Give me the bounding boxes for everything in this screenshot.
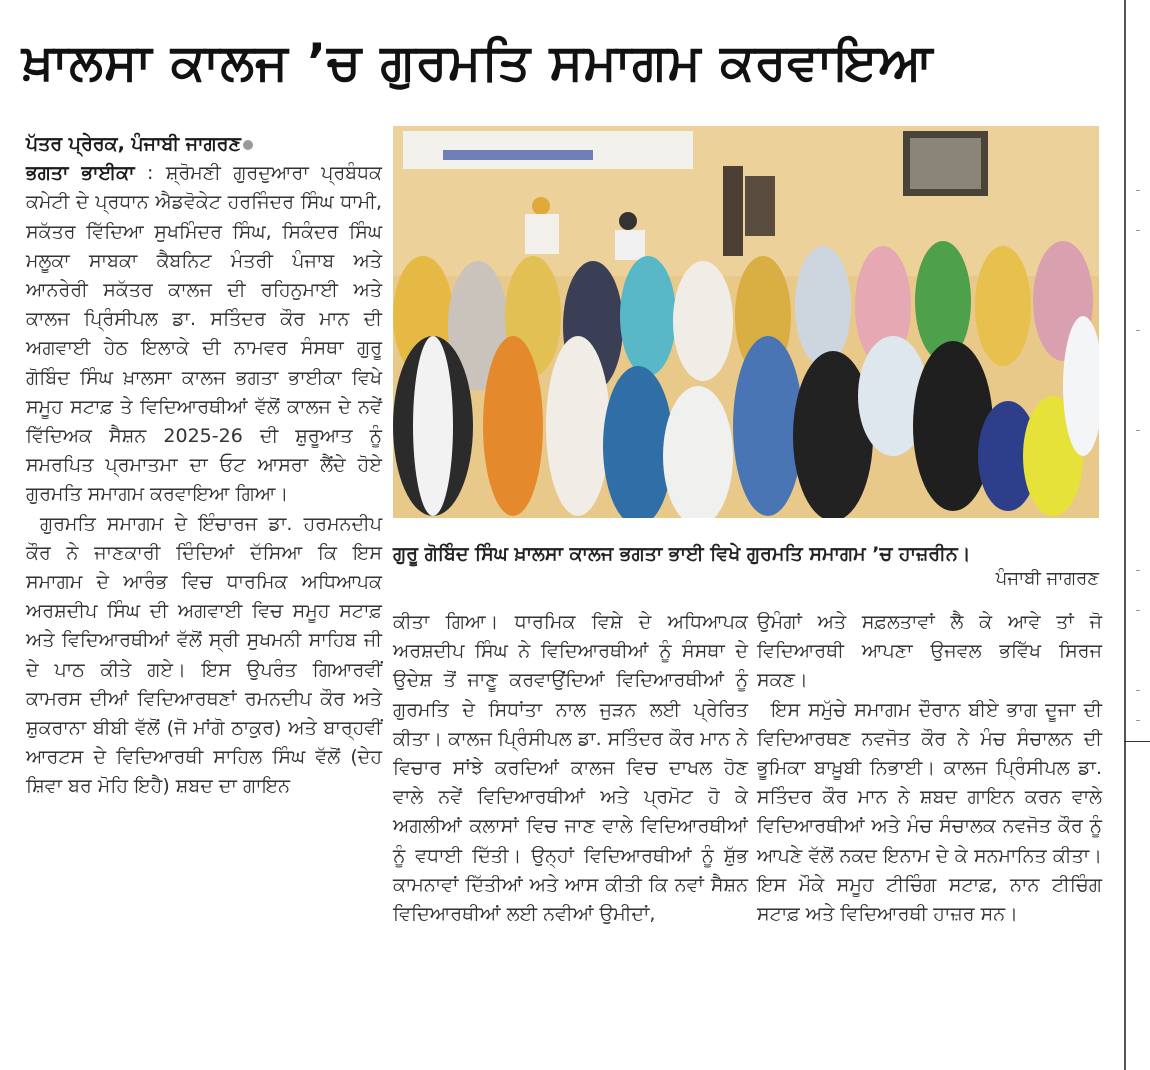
door [723,166,743,256]
lead-text: ਸ਼੍ਰੋਮਣੀ ਗੁਰਦੁਆਰਾ ਪ੍ਰਬੰਧਕ ਕਮੇਟੀ ਦੇ ਪ੍ਰਧਾਨ ਐਡਵੋਕੇਟ ਹਰਜਿੰਦਰ ਸਿੰਘ ਧਾਮੀ, ਸਕੱਤਰ ਵਿੱਦਿਆ ਸੁਖਮਿੰਦਰ ਸਿੰਘ, ਸਿਕੰਦਰ ਸਿੰਘ ਮਲੂਕਾ ਸਾਬਕਾ ਕੈਬਨਿਟ ਮੰਤਰੀ ਪੰਜਾਬ ਅਤੇ ਆਨਰੇਰੀ ਸਕੱਤਰ ਕਾਲਜ ਦੀ ਰਹਿਨੁਮਾਈ ਅਤੇ ਕਾਲਜ ਪ੍ਰਿੰਸੀਪਲ ਡਾ. ਸਤਿੰਦਰ ਕੌਰ ਮਾਨ ਦੀ ਅਗਵਾਈ ਹੇਠ ਇਲਾਕੇ ਦੀ ਨਾਮਵਰ ਸੰਸਥਾ ਗੁਰੂ ਗੋਬਿੰਦ ਸਿੰਘ ਖ਼ਾਲਸਾ ਕਾਲਜ ਭਗਤਾ ਭਾਈਕਾ ਵਿਖੇ ਸਮੂਹ ਸਟਾਫ਼ ਤੇ ਵਿਦਿਆਰਥੀਆਂ ਵੱਲੋਂ ਕਾਲਜ ਦੇ ਨਵੇਂ ਵਿੱਦਿਅਕ ਸੈਸ਼ਨ 2025-26 ਦੀ ਸ਼ੁਰੂਆਤ ਨੂੰ ਸਮਰਪਿਤ ਪ੍ਰਮਾਤਮਾ ਦਾ ਓਟ ਆਸਰਾ ਲੈਂਦੇ ਹੋਏ ਗੁਰਮਤਿ ਸਮਾਗਮ ਕਰਵਾਇਆ ਗਿਆ। [26,162,383,506]
byline-text: ਪੱਤਰ ਪ੍ਰੇਰਕ, ਪੰਜਾਬੀ ਜਾਗਰਣ [26,133,241,155]
photo-caption: ਗੁਰੂ ਗੋਬਿੰਦ ਸਿੰਘ ਖ਼ਾਲਸਾ ਕਾਲਜ ਭਗਤਾ ਭਾਈ ਵਿਖੇ ਗੁਰਮਤਿ ਸਮਾਗਮ ’ਚ ਹਾਜ਼ਰੀਨ। [393,543,971,565]
lead-paragraph [26,159,382,509]
dateline-separator: : [134,162,166,185]
photo-illustration [393,126,1099,518]
paragraph: ਗੁਰਮਤਿ ਸਮਾਗਮ ਦੇ ਇੰਚਾਰਜ ਡਾ. ਹਰਮਨਦੀਪ ਕੌਰ ਨੇ ਜਾਣਕਾਰੀ ਦਿੰਦਿਆਂ ਦੱਸਿਆ ਕਿ ਇਸ ਸਮਾਗਮ ਦੇ ਆਰੰਭ ਵਿਚ ਧਾਰਮਿਕ ਅਧਿਆਪਕ ਅਰਸ਼ਦੀਪ ਸਿੰਘ ਦੀ ਅਗਵਾਈ ਵਿਚ ਸਮੂਹ ਸਟਾਫ਼ ਅਤੇ ਵਿਦਿਆਰਥੀਆਂ ਵੱਲੋਂ ਸ੍ਰੀ ਸੁਖਮਨੀ ਸਾਹਿਬ ਜੀ ਦੇ ਪਾਠ ਕੀਤੇ ਗਏ। ਇਸ ਉਪਰੰਤ ਗਿਆਰਵੀਂ ਕਾਮਰਸ ਦੀਆਂ ਵਿਦਿਆਰਥਣਾਂ ਰਮਨਦੀਪ ਕੌਰ ਅਤੇ ਸ਼ੁਕਰਾਨਾ ਬੀਬੀ ਵੱਲੋਂ (ਜੋ ਮਾਂਗੋ ਠਾਕੁਰ) ਅਤੇ ਬਾਰ੍ਹਵੀਂ ਆਰਟਸ ਦੇ ਵਿਦਿਆਰਥੀ ਸਾਹਿਲ ਸਿੰਘ ਵੱਲੋਂ (ਦੇਹ ਸ਼ਿਵਾ ਬਰ ਮੋਹਿ ਇਹੈ) ਸ਼ਬਦ ਦਾ ਗਾਇਨ [26,512,382,798]
photo-credit: ਪੰਜਾਬੀ ਜਾਗਰਣ [995,568,1099,589]
paragraph: ਕੀਤਾ ਗਿਆ। ਧਾਰਮਿਕ ਵਿਸ਼ੇ ਦੇ ਅਧਿਆਪਕ ਅਰਸ਼ਦੀਪ ਸਿੰਘ ਨੇ ਵਿਦਿਆਰਥੀਆਂ ਨੂੰ ਸੰਸਥਾ ਦੇ ਉਦੇਸ਼ ਤੋਂ ਜਾਣੂ ਕਰਵਾਉਂਦਿਆਂ ਵਿਦਿਆਰਥੀਆਂ ਨੂੰ ਗੁਰਮਤਿ ਦੇ ਸਿਧਾਂਤਾ ਨਾਲ ਜੁੜਨ ਲਈ ਪ੍ਰੇਰਿਤ ਕੀਤਾ। ਕਾਲਜ ਪ੍ਰਿੰਸੀਪਲ ਡਾ. ਸਤਿੰਦਰ ਕੌਰ ਮਾਨ ਨੇ ਵਿਚਾਰ ਸਾਂਝੇ ਕਰਦਿਆਂ ਕਾਲਜ ਵਿਚ ਦਾਖਲ ਹੋਣ ਵਾਲੇ ਨਵੇਂ ਵਿਦਿਆਰਥੀਆਂ ਅਤੇ ਪ੍ਰਮੋਟ ਹੋ ਕੇ ਅਗਲੀਆਂ ਕਲਾਸਾਂ ਵਿਚ ਜਾਣ ਵਾਲੇ ਵਿਦਿਆਰਥੀਆਂ ਨੂੰ ਵਧਾਈ ਦਿੱਤੀ। ਉਨ੍ਹਾਂ ਵਿਦਿਆਰਥੀਆਂ ਨੂੰ ਸ਼ੁੱਭ ਕਾਮਨਾਵਾਂ ਦਿੱਤੀਆਂ ਅਤੇ ਆਸ ਕੀਤੀ ਕਿ ਨਵਾਂ ਸੈਸ਼ਨ ਵਿਦਿਆਰਥੀਆਂ ਲਈ ਨਵੀਆਂ ਉਮੀਦਾਂ, [393,611,748,926]
paragraph: ਉਮੰਗਾਂ ਅਤੇ ਸਫ਼ਲਤਾਵਾਂ ਲੈ ਕੇ ਆਵੇ ਤਾਂ ਜੋ ਵਿਦਿਆਰਥੀ ਆਪਣਾ ਉਜਵਲ ਭਵਿੱਖ ਸਿਰਜ ਸਕਣ। [757,611,1102,692]
paragraph: ਇਸ ਸਮੁੱਚੇ ਸਮਾਗਮ ਦੌਰਾਨ ਬੀਏ ਭਾਗ ਦੂਜਾ ਦੀ ਵਿਦਿਆਰਥਣ ਨਵਜੋਤ ਕੌਰ ਨੇ ਮੰਚ ਸੰਚਾਲਨ ਦੀ ਭੂਮਿਕਾ ਬਾਖ਼ੂਬੀ ਨਿਭਾਈ। ਕਾਲਜ ਪ੍ਰਿੰਸੀਪਲ ਡਾ. ਸਤਿੰਦਰ ਕੌਰ ਮਾਨ ਨੇ ਸ਼ਬਦ ਗਾਇਨ ਕਰਨ ਵਾਲੇ ਵਿਦਿਆਰਥੀਆਂ ਅਤੇ ਮੰਚ ਸੰਚਾਲਕ ਨਵਜੋਤ ਕੌਰ ਨੂੰ ਆਪਣੇ ਵੱਲੋਂ ਨਕਦ ਇਨਾਮ ਦੇ ਕੇ ਸਨਮਾਨਿਤ ਕੀਤਾ। ਇਸ ਮੌਕੇ ਸਮੂਹ ਟੀਚਿੰਗ ਸਟਾਫ਼, ਨਾਨ ਟੀਚਿੰਗ ਸਟਾਫ਼ ਅਤੇ ਵਿਦਿਆਰਥੀ ਹਾਜ਼ਰ ਸਨ। [757,698,1102,926]
byline [26,130,382,159]
article-column-3 [757,608,1102,929]
dateline: ਭਗਤਾ ਭਾਈਕਾ [26,162,135,185]
headline: ਖ਼ਾਲਸਾ ਕਾਲਜ ’ਚ ਗੁਰਮਤਿ ਸਮਾਗਮ ਕਰਵਾਇਆ [22,33,934,91]
bullet-icon [243,140,253,150]
article-column-1 [26,130,382,802]
page-rule-horizontal [1124,741,1150,742]
article-column-2 [393,608,748,929]
event-photo [393,126,1099,518]
page-rule-vertical [1124,0,1126,1070]
